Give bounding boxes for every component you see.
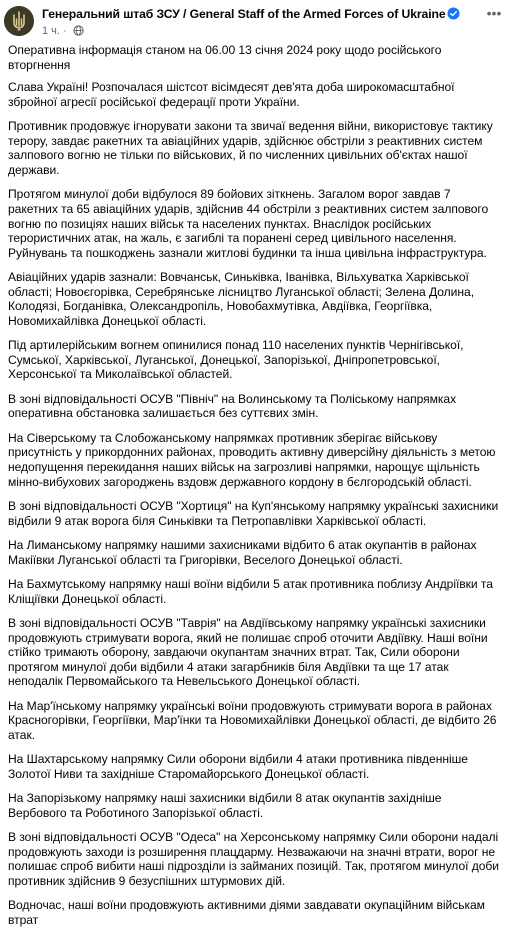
post-paragraph: Слава Україні! Розпочалася шістсот вісімдесят дев'ята доба широкомасштабної збройної агресії російської федерації проти України.	[8, 80, 455, 109]
post-paragraph: В зоні відповідальності ОСУВ "Хортиця" на Куп'янському напрямку українські захисники відбили 9 атак ворога біля Синьківки та Петропавлівки Харківської області.	[8, 499, 499, 528]
post-time[interactable]: 1 ч.	[42, 25, 60, 37]
post-paragraph: На Лиманському напрямку нашими захисниками відбито 6 атак окупантів в районах Макіївки Луганської області та Григорівки, Веселого Донецької області.	[8, 538, 477, 567]
post-paragraph: На Запорізькому напрямку наші захисники відбили 8 атак окупантів західніше Вербового та Роботиного Запорізької області.	[8, 791, 442, 820]
post-paragraph: Оперативна інформація станом на 06.00 13 січня 2024 року щодо російського вторгнення	[8, 43, 442, 72]
post-header	[0, 0, 507, 44]
post-paragraph: Протягом минулої доби відбулося 89 бойових зіткнень. Загалом ворог завдав 7 ракетних та 65 авіаційних ударів, здійснив 44 обстріли з реактивних систем залпового вогню по позиціях наших військ та населених пунктах. Внаслідок російських терористичних атак, на жаль, є загиблі та поранені серед цивільного населення. Руйнувань та пошкоджень зазнали житлові будинки та інша цивільна інфраструктура.	[8, 187, 489, 260]
post-paragraph: Авіаційних ударів зазнали: Вовчанськ, Синьківка, Іванівка, Вільхуватка Харківської області; Новоєгорівка, Серебрянське лісництво Луганської області; Зелена Долина, Колодязі, Богданівка, Олександропіль, Новобахмутівка, Авдіївка, Георгіївка, Новомихайлівка Донецької області.	[8, 270, 475, 328]
post-paragraph: Водночас, наші воїни продовжують активними діями завдавати окупаційним військам втрат	[8, 898, 485, 928]
globe-icon[interactable]	[73, 25, 84, 36]
post-text	[8, 43, 500, 937]
post-paragraph: В зоні відповідальності ОСУВ "Північ" на Волинському та Поліському напрямках оперативна обстановка залишається без суттєвих змін.	[8, 391, 457, 421]
trident-emblem-icon	[4, 6, 34, 36]
page-avatar[interactable]	[4, 6, 34, 36]
page-title[interactable]: Генеральний штаб ЗСУ / General Staff of the Armed Forces of Ukraine	[42, 7, 446, 21]
post-paragraph: На Бахмутському напрямку наші воїни відбили 5 атак противника поблизу Андріївки та Кліщіївки Донецької області.	[8, 576, 493, 606]
verified-badge-icon	[447, 7, 460, 20]
post-paragraph: В зоні відповідальності ОСУВ "Таврія" на Авдіївському напрямку українські захисники продовжують стримувати ворога, який не полишає спроб оточити Авдіївку. Наші воїни стійко тримають оборону, завдаючи окупантам значних втрат. Так, Сили оборони протягом минулої доби відбили 4 атаки загарбників біля Авдіївки та ще 17 атак неподалік Первомайського та Невельського Донецької області.	[8, 615, 488, 689]
post-paragraph: На Сіверському та Слобожанському напрямках противник зберігає військову присутність у прикордонних районах, проводить активну диверсійну діяльність з метою недопущення перекидання наших військ на загрозливі напрямки, нарощує щільність мінно-вибухових загороджень вздовж державного кордону в бєлгородській області.	[8, 430, 496, 489]
post-paragraph: В зоні відповідальності ОСУВ "Одеса" на Херсонському напрямку Сили оборони надалі продовжують заходи із розширення плацдарму. Незважаючи на значні втрати, ворог не полишає спроб вибити наші підрозділи із займаних позицій. Так, протягом минулої доби противник здійснив 9 безуспішних штурмових дій.	[8, 830, 500, 889]
post-meta: 1 ч. ·	[42, 25, 84, 37]
post-paragraph: Противник продовжує ігнорувати закони та звичаї ведення війни, використовує тактику терору, завдає ракетних та авіаційних ударів, здійснює обстріли з реактивних систем залпового вогню не тільки по військових, й по численних цивільних об'єктах нашої держави.	[8, 119, 493, 177]
post-paragraph: На Мар'їнському напрямку українські воїни продовжують стримувати ворога в районах Красногорівки, Георгіївки, Мар'їнки та Новомихайлівки Донецької області, де відбито 26 атак.	[8, 698, 497, 742]
post-paragraph: На Шахтарському напрямку Сили оборони відбили 4 атаки противника південніше Золотої Ниви та західніше Старомайорського Донецької області.	[8, 752, 468, 781]
more-options-icon[interactable]: •••	[486, 5, 502, 21]
post-paragraph: Під артилерійським вогнем опинилися понад 110 населених пунктів Чернігівської, Сумської, Харківської, Луганської, Донецької, Запорізької, Дніпропетровської, Херсонської та Миколаївської областей.	[8, 338, 464, 382]
